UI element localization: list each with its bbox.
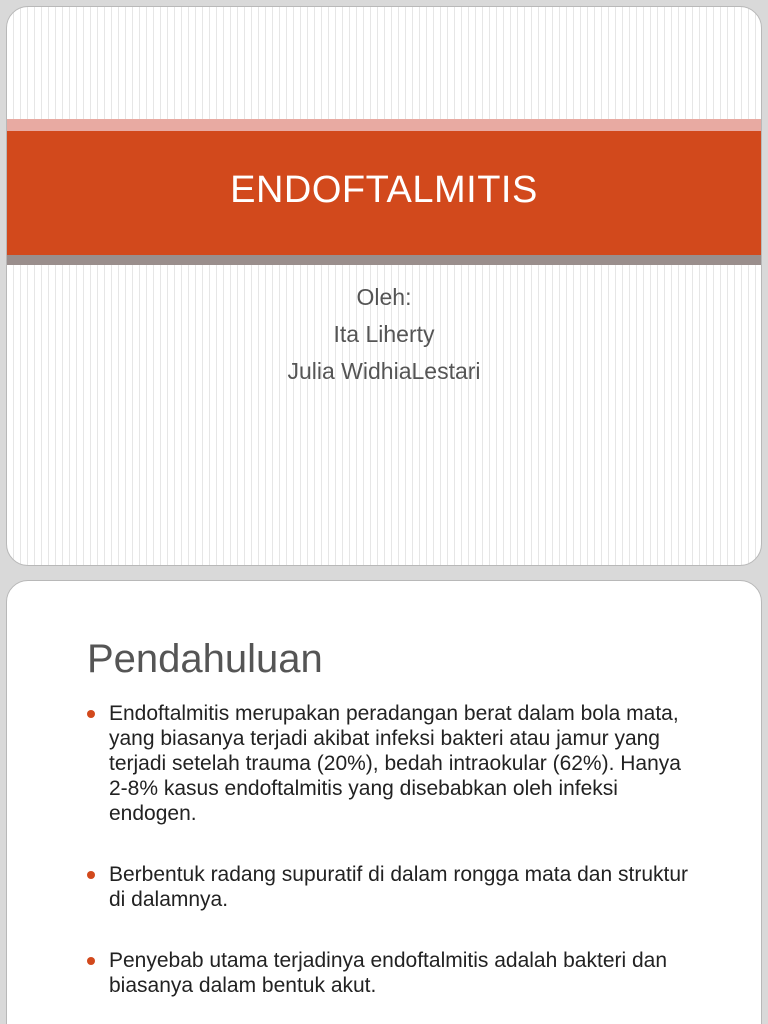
- author-name: Ita Liherty: [333, 321, 435, 347]
- title-band-shadow: [7, 255, 761, 265]
- list-item: [85, 948, 705, 998]
- subtitle-block: [7, 279, 761, 390]
- bullet-list: [85, 701, 705, 1024]
- list-item: [85, 862, 705, 912]
- bullet-icon: [87, 957, 95, 965]
- list-item: [85, 701, 705, 826]
- slide-title: ENDOFTALMITIS: [230, 168, 538, 211]
- author-name: Julia WidhiaLestari: [287, 358, 481, 384]
- title-slide[interactable]: [6, 6, 762, 566]
- title-band: [7, 131, 761, 255]
- slide-heading: Pendahuluan: [87, 637, 323, 681]
- title-band-highlight: [7, 119, 761, 131]
- subtitle-line: Oleh:: [356, 284, 412, 310]
- bullet-text: Berbentuk radang supuratif di dalam rongga mata dan struktur di dalamnya.: [109, 863, 689, 911]
- bullet-icon: [87, 871, 95, 879]
- bullet-text: Endoftalmitis merupakan peradangan berat dalam bola mata, yang biasanya terjadi akibat infeksi bakteri atau jamur yang terjadi setelah trauma (20%), bedah intraokular (62%). Hanya 2-8% kasus endoftalmitis yang disebabkan oleh infeksi endogen.: [109, 702, 681, 825]
- bullet-icon: [87, 710, 95, 718]
- bullet-text: Penyebab utama terjadinya endoftalmitis adalah bakteri dan biasanya dalam bentuk akut.: [109, 949, 668, 997]
- content-slide[interactable]: [6, 580, 762, 1024]
